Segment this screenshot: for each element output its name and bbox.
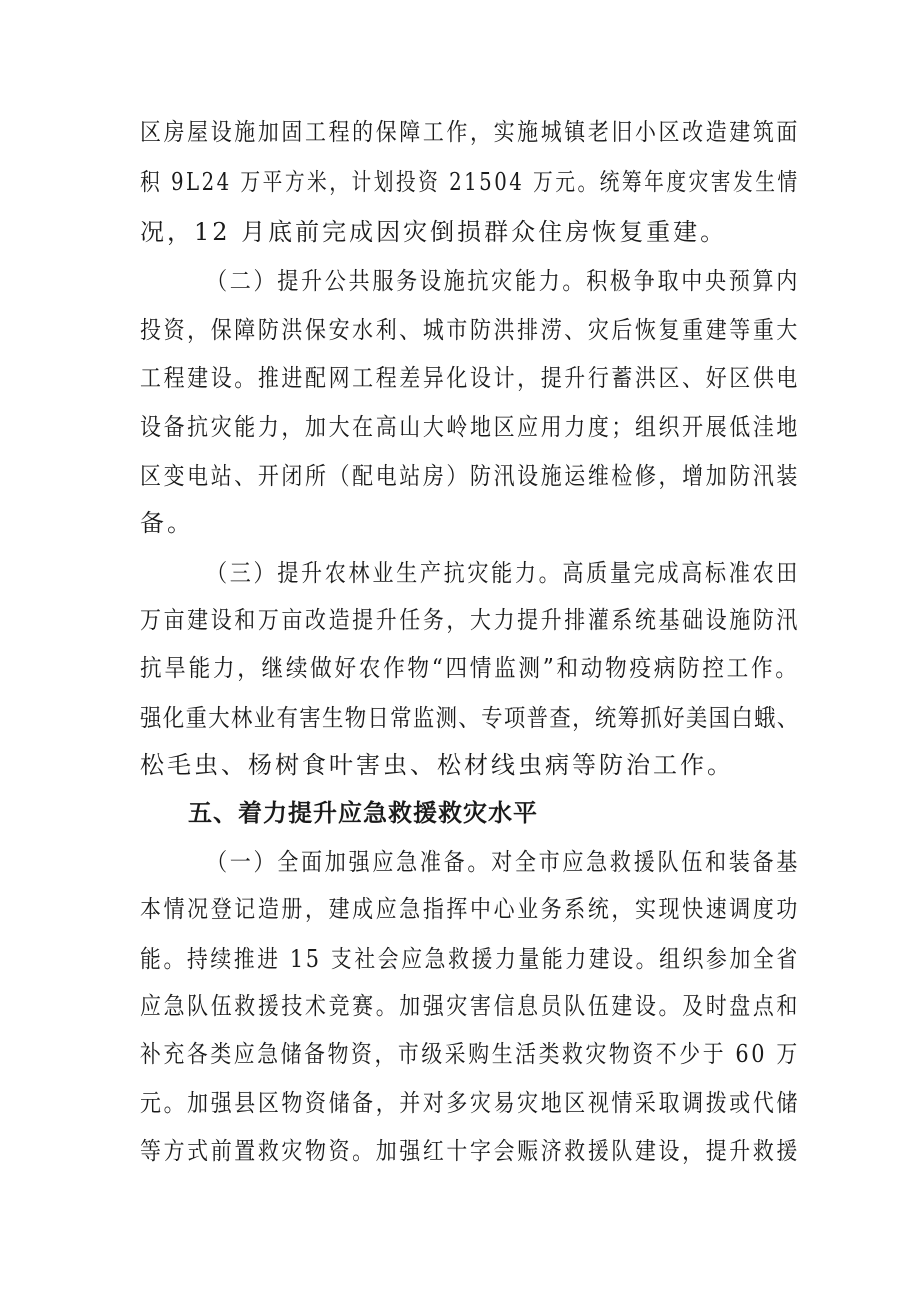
paragraph-3-line-4: 强化重大林业有害生物日常监测、专项普查，统筹抓好美国白蛾、	[140, 704, 800, 732]
paragraph-4-line-7: 等方式前置救灾物资。加强红十字会赈济救援队建设，提升救援	[140, 1137, 800, 1165]
paragraph-2-line-1: （二）提升公共服务设施抗灾能力。积极争取中央预算内	[206, 267, 800, 295]
paragraph-2-line-3: 工程建设。推进配网工程差异化设计，提升行蓄洪区、好区供电	[140, 364, 800, 392]
paragraph-4-line-3: 能。持续推进 15 支社会应急救援力量能力建设。组织参加全省	[140, 945, 800, 973]
paragraph-3-line-3: 抗旱能力，继续做好农作物“四情监测”和动物疫病防控工作。	[140, 654, 800, 682]
paragraph-1-line-1: 区房屋设施加固工程的保障工作，实施城镇老旧小区改造建筑面	[140, 118, 800, 146]
paragraph-2-line-2: 投资，保障防洪保安水利、城市防洪排涝、灾后恢复重建等重大	[140, 316, 800, 344]
paragraph-4-line-1: （一）全面加强应急准备。对全市应急救援队伍和装备基	[206, 848, 800, 876]
paragraph-2-line-4: 设备抗灾能力，加大在高山大岭地区应用力度；组织开展低洼地	[140, 413, 800, 441]
paragraph-3-line-1: （三）提升农林业生产抗灾能力。高质量完成高标准农田	[206, 559, 800, 587]
paragraph-3-line-2: 万亩建设和万亩改造提升任务，大力提升排灌系统基础设施防汛	[140, 606, 800, 634]
paragraph-1-line-3: 况，12 月底前完成因灾倒损群众住房恢复重建。	[140, 218, 728, 246]
paragraph-4-line-4: 应急队伍救援技术竞赛。加强灾害信息员队伍建设。及时盘点和	[140, 992, 800, 1020]
paragraph-4-line-2: 本情况登记造册，建成应急指挥中心业务系统，实现快速调度功	[140, 895, 800, 923]
paragraph-1-line-2: 积 9L24 万平方米，计划投资 21504 万元。统筹年度灾害发生情	[140, 168, 800, 196]
paragraph-4-line-5: 补充各类应急储备物资，市级采购生活类救灾物资不少于 60 万	[140, 1040, 800, 1068]
paragraph-4-line-6: 元。加强县区物资储备，并对多灾易灾地区视情采取调拨或代储	[140, 1089, 800, 1117]
paragraph-3-line-5: 松毛虫、杨树食叶害虫、松材线虫病等防治工作。	[140, 751, 734, 779]
paragraph-2-line-5: 区变电站、开闭所（配电站房）防汛设施运维检修，增加防汛装	[140, 462, 800, 490]
section-heading: 五、着力提升应急救援救灾水平	[188, 799, 538, 827]
paragraph-2-line-6: 备。	[140, 509, 194, 537]
